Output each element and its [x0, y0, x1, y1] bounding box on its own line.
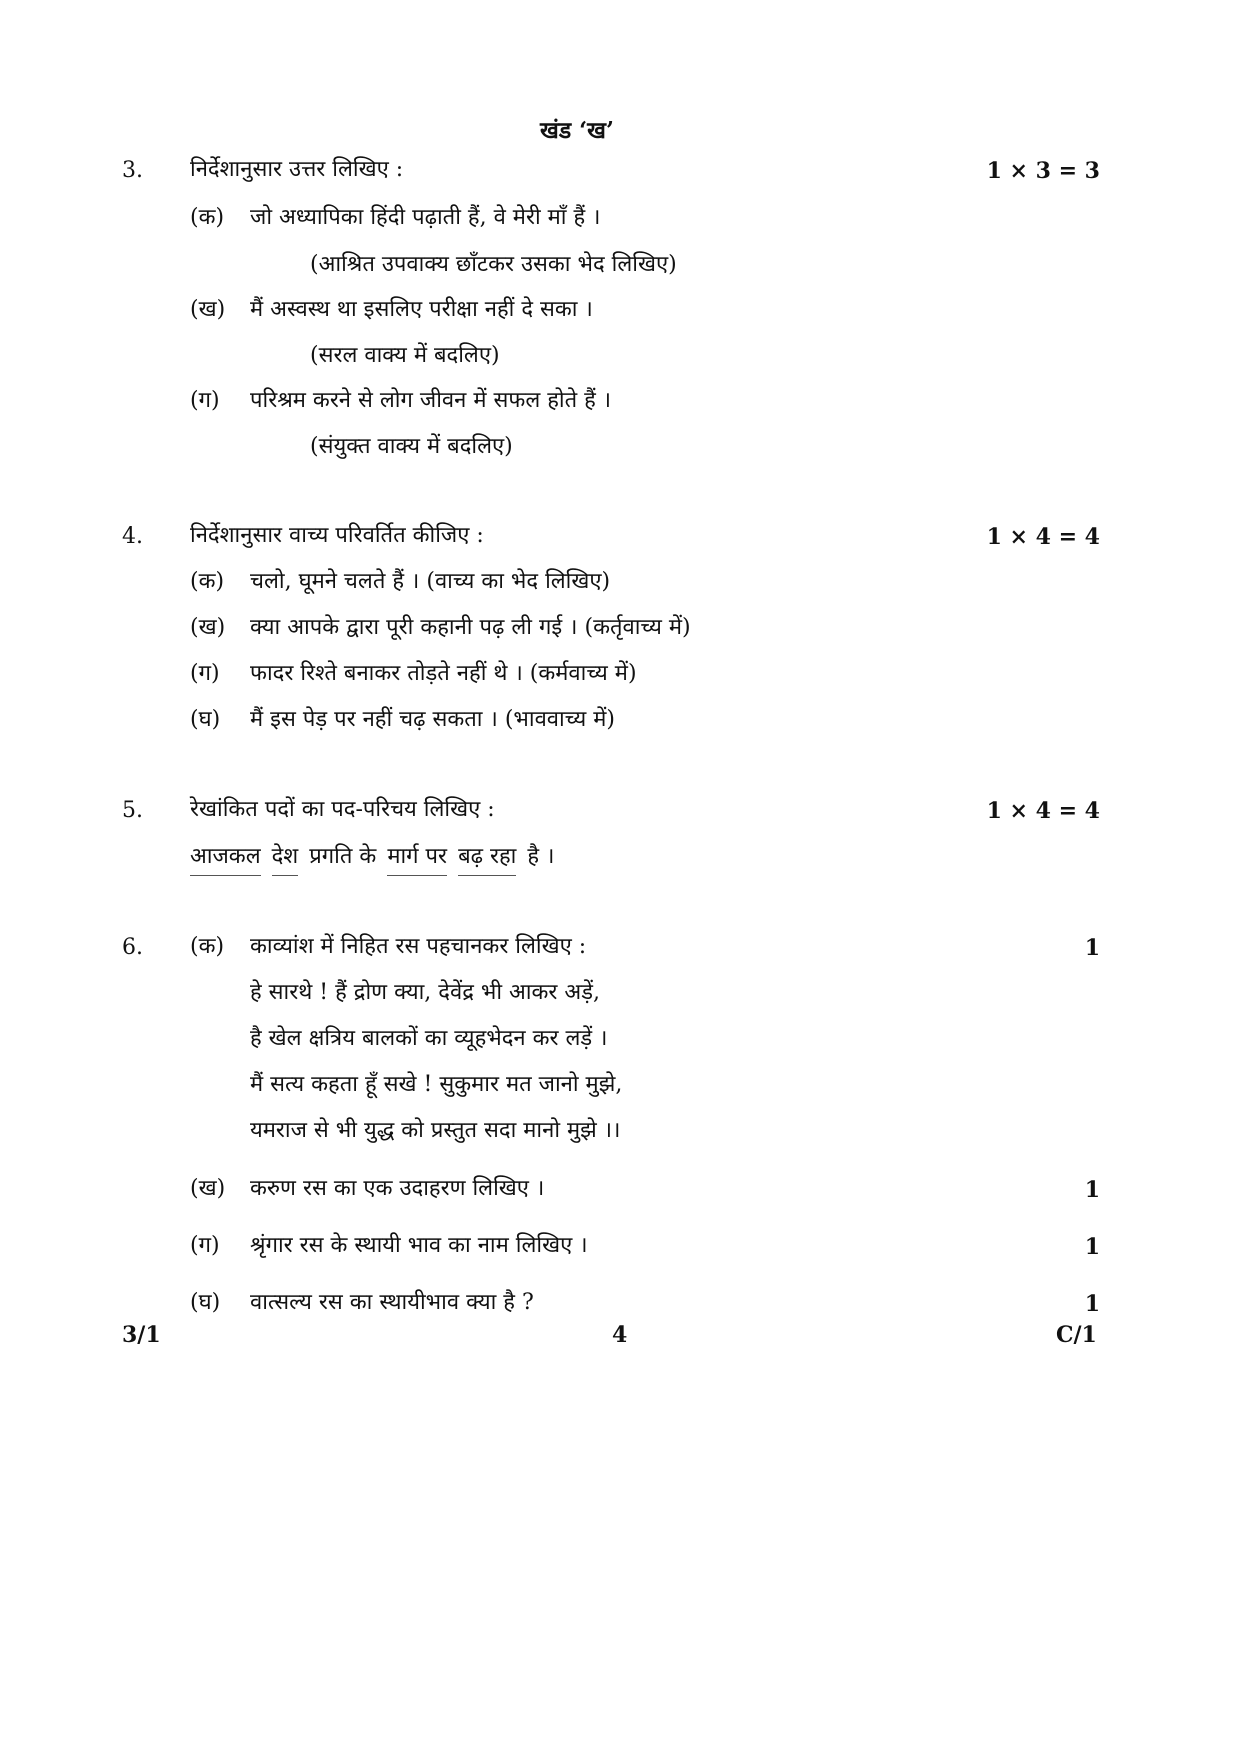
q6-number: 6.: [122, 935, 143, 960]
q6-part-text: करुण रस का एक उदाहरण लिखिए ।: [250, 1176, 545, 1201]
q4-part-text: क्या आपके द्वारा पूरी कहानी पढ़ ली गई । (कर्तृवाच्य में): [250, 615, 691, 640]
poem-line: हे सारथे ! हैं द्रोण क्या, देवेंद्र भी आकर अड़ें,: [250, 980, 600, 1005]
q6-part-label: (घ): [190, 1290, 221, 1315]
q3-part-instruction: (सरल वाक्य में बदलिए): [310, 343, 500, 368]
underlined-word: देश: [272, 842, 299, 876]
q5-number: 5.: [122, 798, 143, 823]
q6-part-marks: 1: [1084, 1177, 1100, 1203]
q3-part-text: परिश्रम करने से लोग जीवन में सफल होते हैं ।: [250, 388, 612, 413]
sentence-word: प्रगति के: [309, 844, 377, 869]
q6-part-marks: 1: [1084, 1291, 1100, 1317]
q3-part-instruction: (संयुक्त वाक्य में बदलिए): [310, 434, 513, 459]
q3-part-label: (क): [190, 205, 225, 230]
poem-line: यमराज से भी युद्ध को प्रस्तुत सदा मानो मुझे ।।: [250, 1118, 621, 1143]
poem-line: मैं सत्य कहता हूँ सखे ! सुकुमार मत जानो मुझे,: [250, 1072, 623, 1097]
q5-marks: 1 × 4 = 4: [986, 798, 1100, 824]
q4-marks: 1 × 4 = 4: [986, 524, 1100, 550]
underlined-word: आजकल: [190, 842, 261, 876]
q3-part-label: (ग): [190, 388, 220, 413]
q5-sentence: [190, 842, 558, 876]
q3-text: निर्देशानुसार उत्तर लिखिए :: [190, 157, 404, 182]
q6-part-label: (ग): [190, 1233, 220, 1258]
q4-number: 4.: [122, 524, 143, 549]
q6-part-marks: 1: [1084, 935, 1100, 961]
footer-set: C/1: [1056, 1322, 1097, 1348]
q4-part-label: (घ): [190, 707, 221, 732]
footer-code: 3/1: [122, 1322, 161, 1348]
q3-number: 3.: [122, 158, 143, 183]
q4-part-label: (ख): [190, 615, 226, 640]
q3-part-label: (ख): [190, 297, 226, 322]
q3-part-text: मैं अस्वस्थ था इसलिए परीक्षा नहीं दे सका ।: [250, 297, 593, 322]
section-title: खंड ‘ख’: [540, 117, 614, 144]
q6-part-text: काव्यांश में निहित रस पहचानकर लिखिए :: [250, 934, 587, 959]
q4-text: निर्देशानुसार वाच्य परिवर्तित कीजिए :: [190, 523, 484, 548]
q4-part-text: चलो, घूमने चलते हैं । (वाच्य का भेद लिखिए): [250, 569, 611, 594]
q4-part-label: (क): [190, 569, 225, 594]
q3-part-text: जो अध्यापिका हिंदी पढ़ाती हैं, वे मेरी माँ हैं ।: [250, 205, 601, 230]
q5-text: रेखांकित पदों का पद-परिचय लिखिए :: [190, 797, 495, 822]
q4-part-label: (ग): [190, 661, 220, 686]
q6-part-marks: 1: [1084, 1234, 1100, 1260]
q6-part-label: (क): [190, 934, 225, 959]
q6-part-text: वात्सल्य रस का स्थायीभाव क्या है ?: [250, 1290, 534, 1315]
sentence-word: है ।: [527, 844, 555, 869]
q4-part-text: फादर रिश्ते बनाकर तोड़ते नहीं थे । (कर्मवाच्य में): [250, 661, 637, 686]
q4-part-text: मैं इस पेड़ पर नहीं चढ़ सकता । (भाववाच्य में): [250, 707, 615, 732]
poem-line: है खेल क्षत्रिय बालकों का व्यूहभेदन कर लड़ें ।: [250, 1026, 608, 1051]
page-number: 4: [612, 1322, 628, 1348]
q3-marks: 1 × 3 = 3: [986, 158, 1100, 184]
q6-part-label: (ख): [190, 1176, 226, 1201]
underlined-word: बढ़ रहा: [458, 842, 516, 876]
underlined-word: मार्ग पर: [387, 842, 447, 876]
q3-part-instruction: (आश्रित उपवाक्य छाँटकर उसका भेद लिखिए): [310, 252, 677, 277]
q6-part-text: श्रृंगार रस के स्थायी भाव का नाम लिखिए ।: [250, 1233, 588, 1258]
